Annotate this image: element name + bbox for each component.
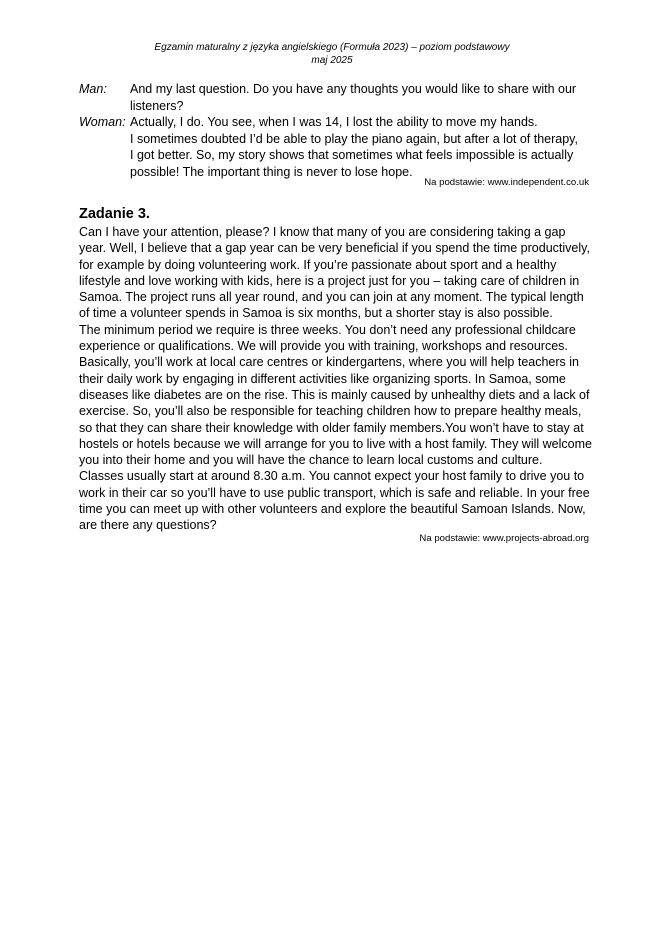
exam-title: Egzamin maturalny z języka angielskiego (Formuła 2023) – poziom podstawowy bbox=[154, 42, 510, 53]
dialogue-source: Na podstawie: www.independent.co.uk bbox=[424, 177, 589, 188]
exam-date: maj 2025 bbox=[311, 55, 353, 66]
page-header bbox=[0, 41, 664, 67]
speaker-label: Woman: bbox=[79, 115, 126, 130]
speaker-label: Man: bbox=[79, 82, 107, 96]
task-3-transcript: Can I have your attention, please? I know that many of you are considering taking a gap year. Well, I believe that a gap year can be very beneficial if you spend the time productively, for example by doing volunteering work. If you’re passionate about sport and a healthy lifestyle and love working with kids, here is a project just for you – taking care of children in Samoa. The project runs all year round, and you can join at any moment. The typical length of time a volunteer spends in Samoa is six months, but a shorter stay is also possible. The minimum period we require is three weeks. You don’t need any professional childcare experience or qualifications. We will provide you with training, workshops and resources. Basically, you’ll work at local care centres or kindergartens, where you will help teachers in their daily work by engaging in different activities like organizing sports. In Samoa, some diseases like diabetes are on the rise. This is mainly caused by unhealthy diets and a lack of exercise. So, you’ll also be responsible for teaching children how to prepare healthy meals, so that they can share their knowledge with older family members.You won’t have to stay at hostels or hotels because we will arrange for you to live with a host family. They will welcome you into their home and you will have the chance to learn local customs and culture. Classes usually start at around 8.30 a.m. You cannot expect your host family to drive you to work in their car so you’ll have to use public transport, which is safe and reliable. In your free time you can meet up with other volunteers and explore the beautiful Samoan Islands. Now, are there any questions? bbox=[79, 225, 592, 533]
task-3-title: Zadanie 3. bbox=[79, 206, 150, 222]
dialogue-turn-man bbox=[79, 81, 589, 114]
dialogue-transcript bbox=[79, 81, 589, 181]
speech-text: And my last question. Do you have any thoughts you would like to share with our listeners? bbox=[130, 82, 577, 113]
task-3-source: Na podstawie: www.projects-abroad.org bbox=[419, 533, 589, 544]
dialogue-turn-woman bbox=[79, 114, 589, 180]
speech-text: Actually, I do. You see, when I was 14, I lost the ability to move my hands. I sometimes doubted I’d be able to play the piano again, but after a lot of therapy, I got better. So, my story shows that sometimes what feels impossible is actually possible! The important thing is never to lose hope. bbox=[130, 115, 578, 179]
